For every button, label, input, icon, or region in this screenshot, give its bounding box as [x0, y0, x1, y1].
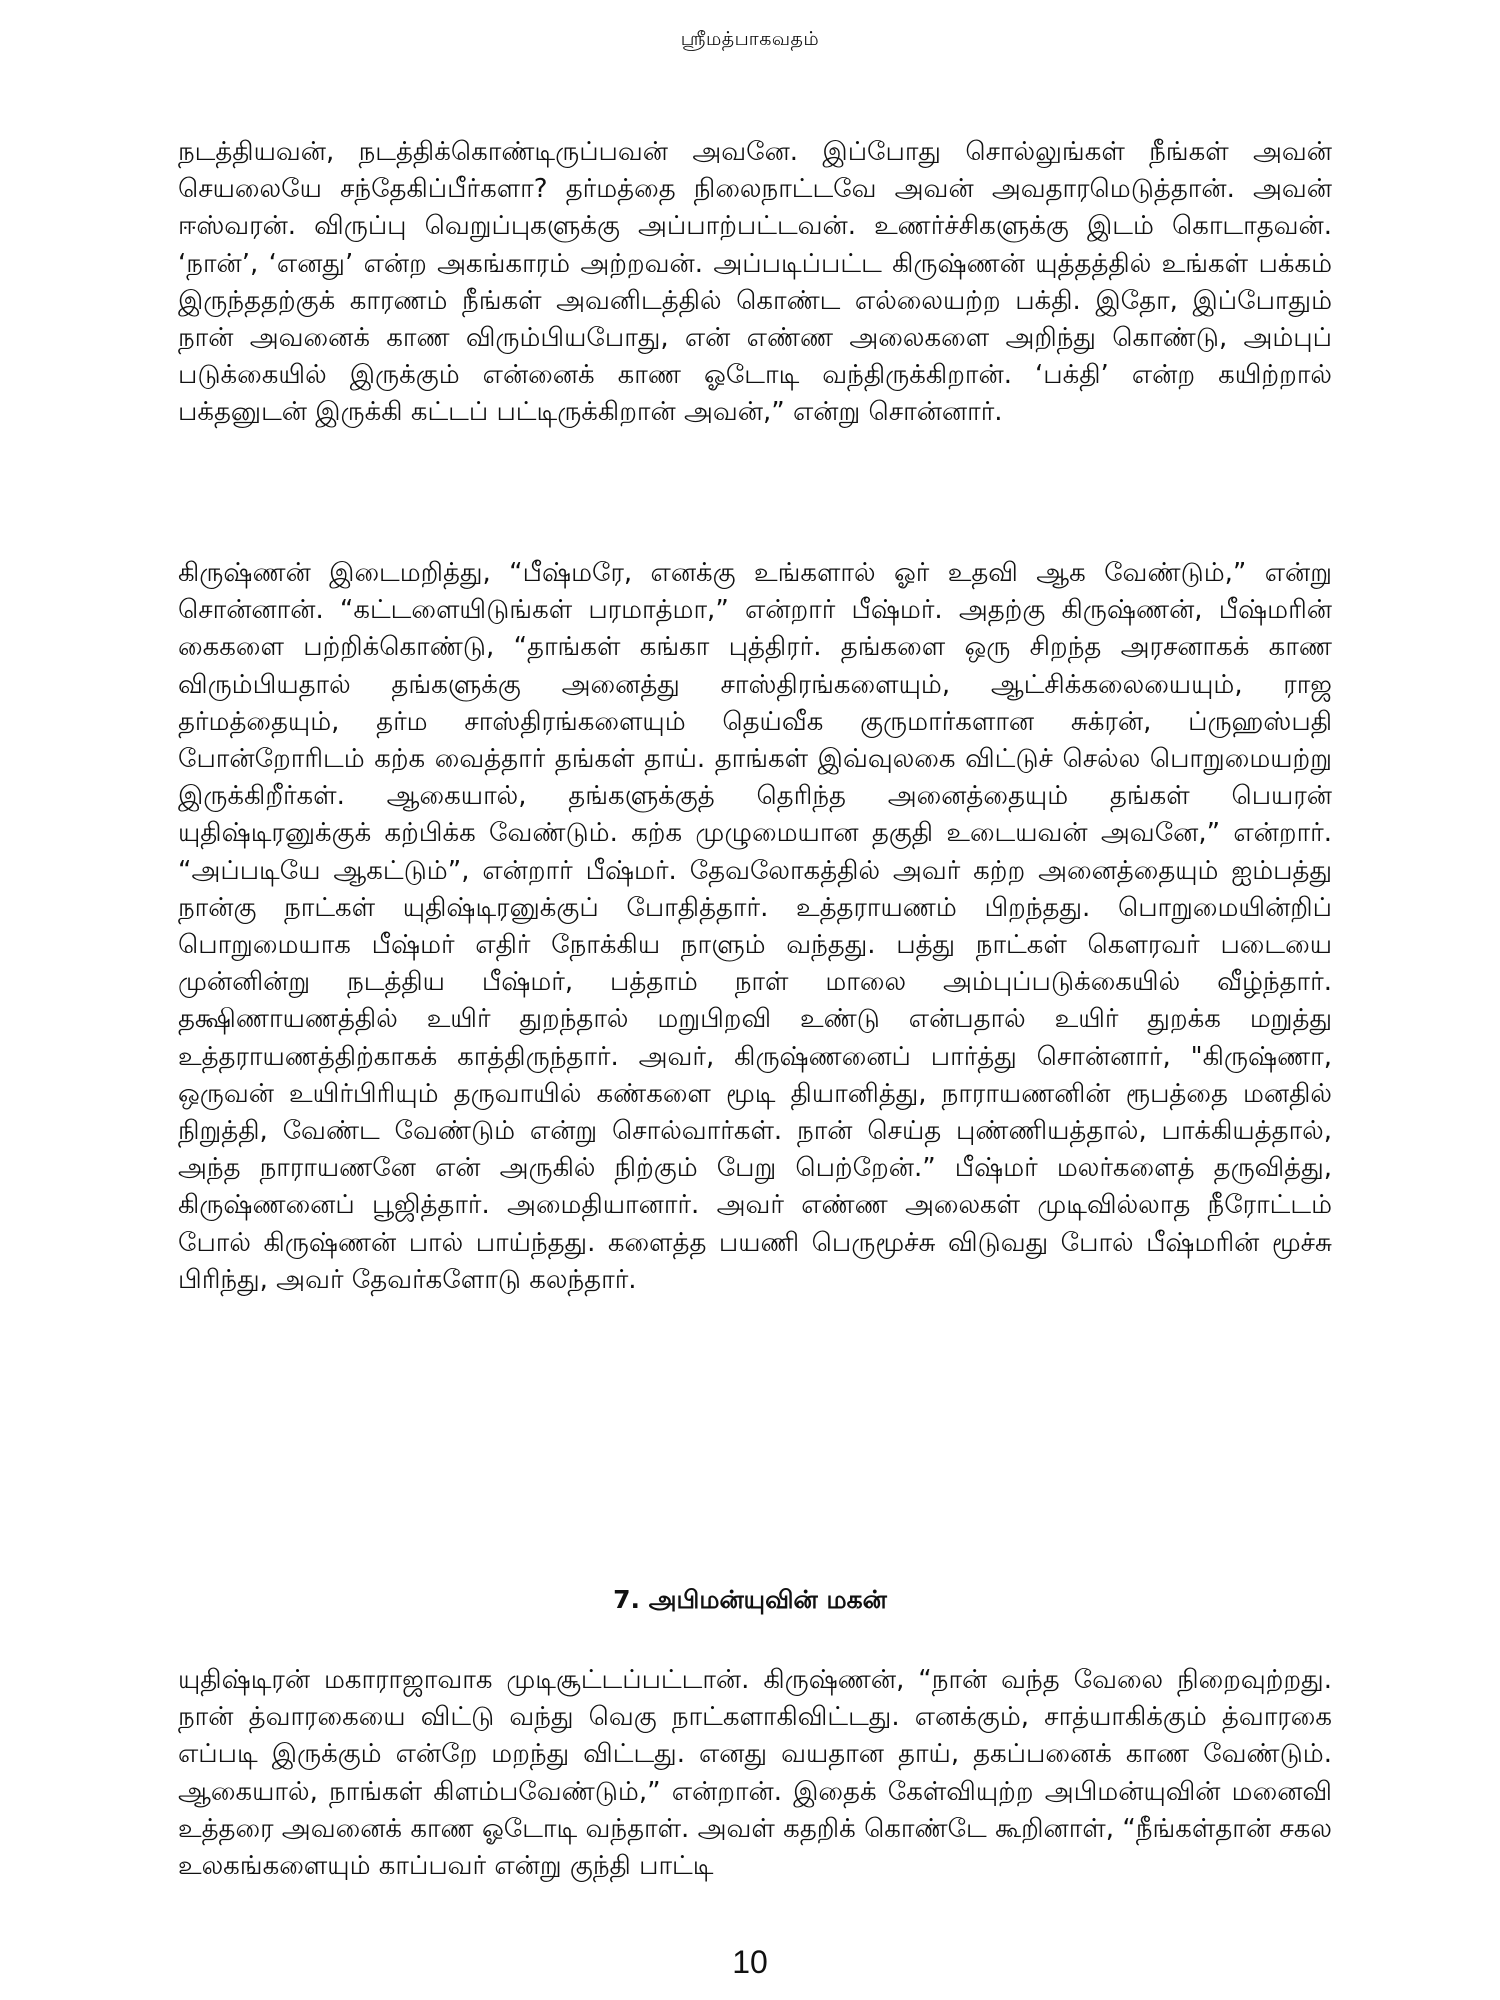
page-number: 10 — [732, 1944, 768, 1980]
body-paragraph: கிருஷ்ணன் இடைமறித்து, “பீஷ்மரே, எனக்கு உங்களால் ஓர் உதவி ஆக வேண்டும்,” என்று சொன்னான். “கட்டளையிடுங்கள் பரமாத்மா,” என்றார் பீஷ்மர். அதற்கு கிருஷ்ணன், பீஷ்மரின் கைகளை பற்றிக்கொண்டு, “தாங்கள் கங்கா புத்திரர். தங்களை ஒரு சிறந்த அரசனாகக் காண விரும்பியதால் தங்களுக்கு அனைத்து சாஸ்திரங்களையும், ஆட்சிக்கலையையும், ராஜ தர்மத்தையும், தர்ம சாஸ்திரங்களையும் தெய்வீக குருமார்களான சுக்ரன், ப்ருஹஸ்பதி போன்றோரிடம் கற்க வைத்தார் தங்கள் தாய். தாங்கள் இவ்வுலகை விட்டுச் செல்ல பொறுமையற்று இருக்கிறீர்கள். ஆகையால், தங்களுக்குத் தெரிந்த அனைத்தையும் தங்கள் பெயரன் யுதிஷ்டிரனுக்குக் கற்பிக்க வேண்டும். கற்க முழுமையான தகுதி உடையவன் அவனே,” என்றார். “அப்படியே ஆகட்டும்”, என்றார் பீஷ்மர். தேவலோகத்தில் அவர் கற்ற அனைத்தையும் ஐம்பத்து நான்கு நாட்கள் யுதிஷ்டிரனுக்குப் போதித்தார். உத்தராயணம் பிறந்தது. பொறுமையின்றிப் பொறுமையாக பீஷ்மர் எதிர் நோக்கிய நாளும் வந்தது. பத்து நாட்கள் கௌரவர் படையை முன்னின்று நடத்திய பீஷ்மர், பத்தாம் நாள் மாலை அம்புப்படுக்கையில் வீழ்ந்தார். தக்ஷிணாயணத்தில் உயிர் துறந்தால் மறுபிறவி உண்டு என்பதால் உயிர் துறக்க மறுத்து உத்தராயணத்திற்காகக் காத்திருந்தார். அவர், கிருஷ்ணனைப் பார்த்து சொன்னார், "கிருஷ்ணா, ஒருவன் உயிர்பிரியும் தருவாயில் கண்களை மூடி தியானித்து, நாராயணனின் ரூபத்தை மனதில் நிறுத்தி, வேண்ட வேண்டும் என்று சொல்வார்கள். நான் செய்த புண்ணியத்தால், பாக்கியத்தால், அந்த நாராயணனே என் அருகில் நிற்கும் பேறு பெற்றேன்.” பீஷ்மர் மலர்களைத் தருவித்து, கிருஷ்ணனைப் பூஜித்தார். அமைதியானார். அவர் எண்ண அலைகள் முடிவில்லாத நீரோட்டம் போல் கிருஷ்ணன் பால் பாய்ந்தது. களைத்த பயணி பெருமூச்சு விடுவது போல் பீஷ்மரின் மூச்சு பிரிந்து, அவர் தேவர்களோடு கலந்தார். — [178, 558, 1332, 1295]
body-paragraph: நடத்தியவன், நடத்திக்கொண்டிருப்பவன் அவனே. இப்போது சொல்லுங்கள் நீங்கள் அவன் செயலையே சந்தேகிப்பீர்களா? தர்மத்தை நிலைநாட்டவே அவன் அவதாரமெடுத்தான். அவன் ஈஸ்வரன். விருப்பு வெறுப்புகளுக்கு அப்பாற்பட்டவன். உணர்ச்சிகளுக்கு இடம் கொடாதவன். ‘நான்’, ‘எனது’ என்ற அகங்காரம் அற்றவன். அப்படிப்பட்ட கிருஷ்ணன் யுத்தத்தில் உங்கள் பக்கம் இருந்ததற்குக் காரணம் நீங்கள் அவனிடத்தில் கொண்ட எல்லையற்ற பக்தி. இதோ, இப்போதும் நான் அவனைக் காண விரும்பியபோது, என் எண்ண அலைகளை அறிந்து கொண்டு, அம்புப் படுக்கையில் இருக்கும் என்னைக் காண ஓடோடி வந்திருக்கிறான். ‘பக்தி’ என்ற கயிற்றால் பக்தனுடன் இருக்கி கட்டப் பட்டிருக்கிறான் அவன்,” என்று சொன்னார். — [178, 137, 1332, 428]
section-paragraph: யுதிஷ்டிரன் மகாராஜாவாக முடிசூட்டப்பட்டான். கிருஷ்ணன், “நான் வந்த வேலை நிறைவுற்றது. நான் த்வாரகையை விட்டு வந்து வெகு நாட்களாகிவிட்டது. எனக்கும், சாத்யாகிக்கும் த்வாரகை எப்படி இருக்கும் என்றே மறந்து விட்டது. எனது வயதான தாய், தகப்பனைக் காண வேண்டும். ஆகையால், நாங்கள் கிளம்பவேண்டும்,” என்றான். இதைக் கேள்வியுற்ற அபிமன்யுவின் மனைவி உத்தரை அவனைக் காண ஓடோடி வந்தாள். அவள் கதறிக் கொண்டே கூறினாள், “நீங்கள்தான் சகல உலகங்களையும் காப்பவர் என்று குந்தி பாட்டி — [178, 1665, 1332, 1882]
section-heading: 7. அபிமன்யுவின் மகன் — [613, 1585, 887, 1614]
running-header: ஸ்ரீமத்பாகவதம் — [680, 28, 820, 50]
